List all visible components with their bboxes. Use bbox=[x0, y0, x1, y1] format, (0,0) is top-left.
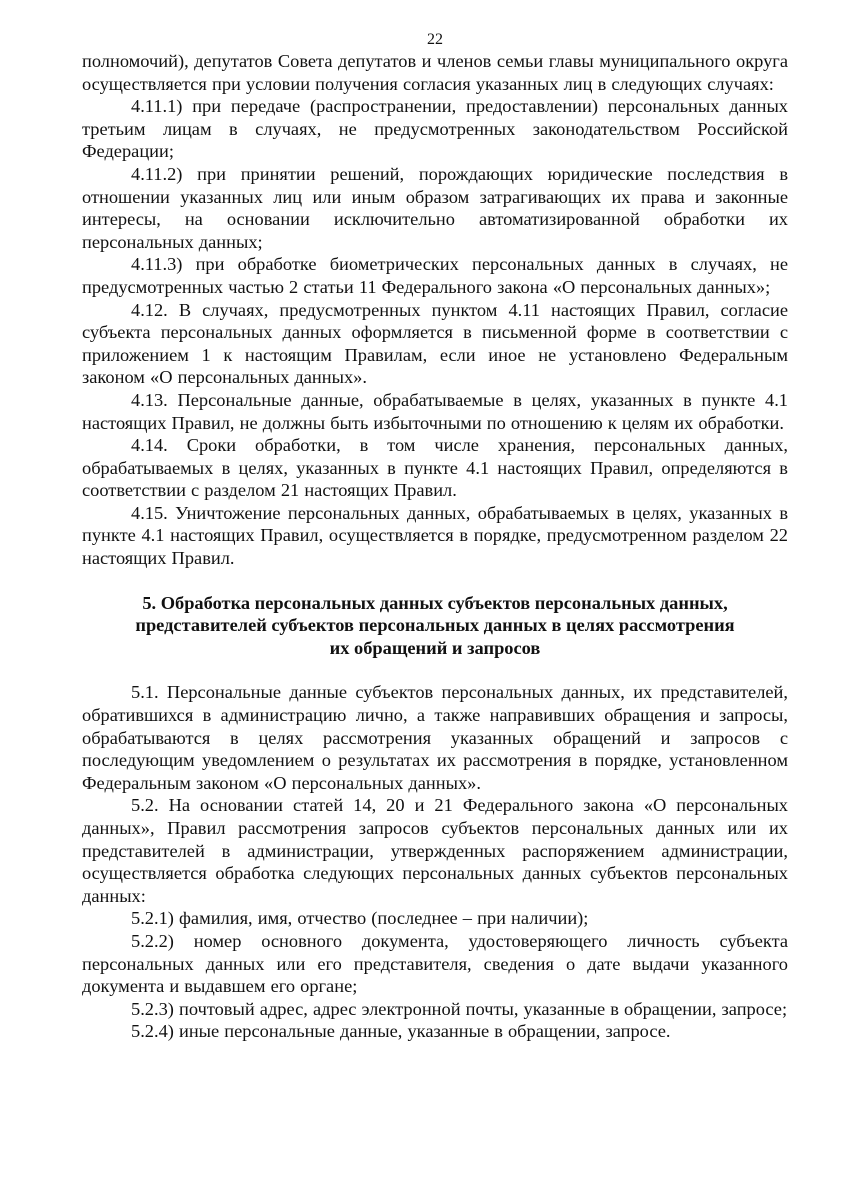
paragraph-4-13: 4.13. Персональные данные, обрабатываемые в целях, указанных в пункте 4.1 настоящих Правил, не должны быть избыточными по отношению к целям их обработки. bbox=[82, 389, 788, 433]
section-4-continuation bbox=[82, 50, 788, 570]
paragraph-4-12: 4.12. В случаях, предусмотренных пунктом 4.11 настоящих Правил, согласие субъекта персональных данных оформляется в письменной форме в соответствии с приложением 1 к настоящим Правилам, если иное не установлено Федеральным законом «О персональных данных». bbox=[82, 299, 788, 388]
paragraph-5-2-4: 5.2.4) иные персональные данные, указанные в обращении, запросе. bbox=[131, 1021, 671, 1042]
paragraph-5-2-3: 5.2.3) почтовый адрес, адрес электронной почты, указанные в обращении, запросе; bbox=[131, 998, 788, 1019]
paragraph-5-2-2: 5.2.2) номер основного документа, удостоверяющего личность субъекта персональных данных или его представителя, сведения о дате выдачи указанного документа и выдавшем его органе; bbox=[82, 930, 788, 997]
heading-line-2: представителей субъектов персональных данных в целях рассмотрения bbox=[135, 615, 735, 636]
paragraph-5-2-1: 5.2.1) фамилия, имя, отчество (последнее – при наличии); bbox=[131, 908, 589, 929]
paragraph-4-11-2: 4.11.2) при принятии решений, порождающих юридические последствия в отношении указанных лиц или иным образом затрагивающих их права и законные интересы, на основании исключительно автоматизированной обработки их персональных данных; bbox=[82, 163, 788, 252]
document-page bbox=[82, 30, 788, 1043]
heading-line-1: 5. Обработка персональных данных субъектов персональных данных, bbox=[142, 592, 728, 613]
paragraph-5-2: 5.2. На основании статей 14, 20 и 21 Федерального закона «О персональных данных», Правил рассмотрения запросов субъектов персональных данных или их представителей в администрации, утвержденных распоряжением администрации, осуществляется обработка следующих персональных данных субъектов персональных данных: bbox=[82, 795, 788, 906]
paragraph-4-11-1: 4.11.1) при передаче (распространении, предоставлении) персональных данных третьим лицам в случаях, не предусмотренных законодательством Российской Федерации; bbox=[82, 96, 788, 162]
section-5-heading bbox=[82, 592, 788, 660]
section-5-body bbox=[82, 681, 788, 1043]
page-number: 22 bbox=[427, 31, 443, 48]
heading-line-3: их обращений и запросов bbox=[329, 637, 541, 658]
paragraph-4-14: 4.14. Сроки обработки, в том числе хранения, персональных данных, обрабатываемых в целях, указанных в пункте 4.1 настоящих Правил, определяются в соответствии с разделом 21 настоящих Правил. bbox=[82, 435, 788, 501]
paragraph-continuation: полномочий), депутатов Совета депутатов и членов семьи главы муниципального округа осуществляется при условии получения согласия указанных лиц в следующих случаях: bbox=[82, 51, 788, 94]
paragraph-4-15: 4.15. Уничтожение персональных данных, обрабатываемых в целях, указанных в пункте 4.1 настоящих Правил, осуществляется в порядке, предусмотренном разделом 22 настоящих Правил. bbox=[82, 502, 788, 569]
paragraph-5-1: 5.1. Персональные данные субъектов персональных данных, их представителей, обратившихся в администрацию лично, а также направивших обращения и запросы, обрабатываются в целях рассмотрения указанных обращений и запросов с последующим уведомлением о результатах их рассмотрения в порядке, установленном Федеральным законом «О персональных данных». bbox=[82, 682, 788, 793]
paragraph-4-11-3: 4.11.3) при обработке биометрических персональных данных в случаях, не предусмотренных частью 2 статьи 11 Федерального закона «О персональных данных»; bbox=[82, 254, 788, 297]
